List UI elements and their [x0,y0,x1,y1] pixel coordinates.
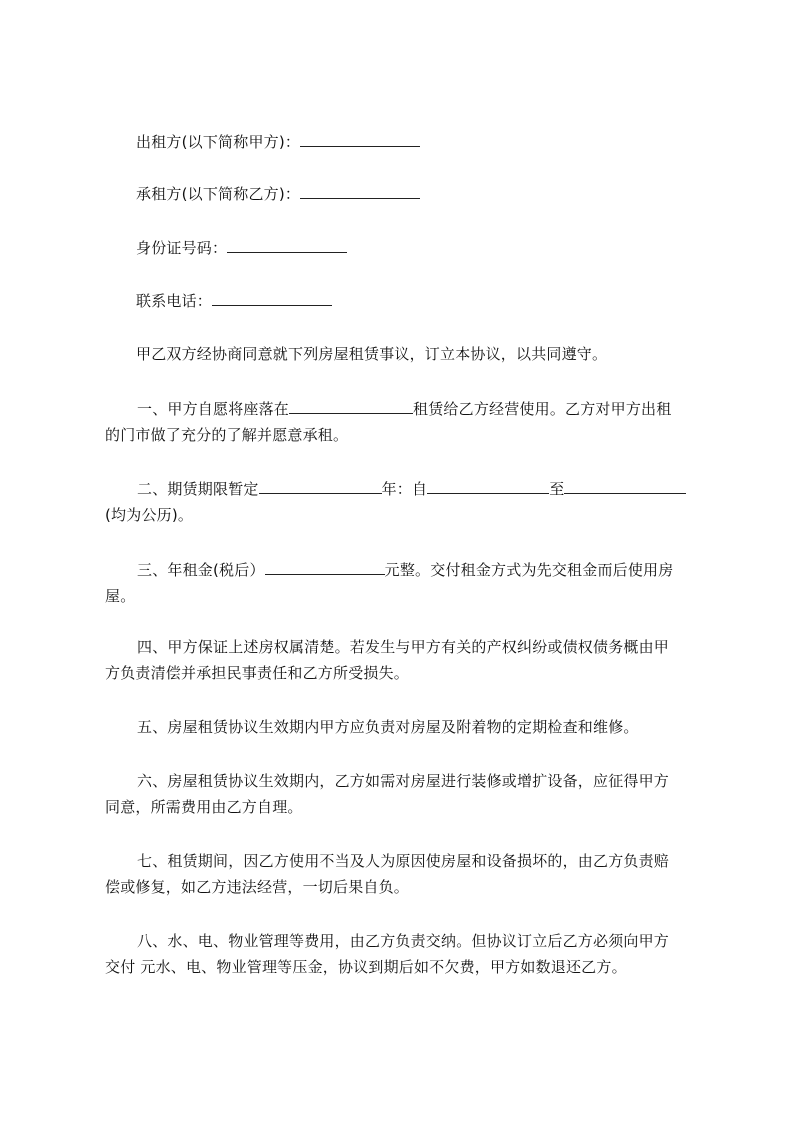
clause-3-text-a: 三、年租金(税后） [137,561,265,579]
clause-4-text-b: 方负责清偿并承担民事责任和乙方所受损失。 [105,664,410,682]
clause-4 [105,634,703,686]
clause-1 [105,396,703,448]
clause-3-text-c: 屋。 [105,587,136,605]
clause-7-text-a: 七、租赁期间，因乙方使用不当及人为原因使房屋和设备损坏的，由乙方负责赔 [137,852,670,870]
clause-7 [105,848,703,900]
clause-6-text-b: 同意，所需费用由乙方自理。 [105,798,303,816]
clause-1-text-c: 的门市做了充分的了解并愿意承租。 [105,426,349,444]
clause-5 [105,714,703,740]
clause-6-text-a: 六、房屋租赁协议生效期内，乙方如需对房屋进行装修或增扩设备，应征得甲方 [137,772,670,790]
clause-3-text-b: 元整。交付租金方式为先交租金而后使用房 [384,561,674,579]
id-blank[interactable] [227,238,347,253]
phone-blank[interactable] [212,291,332,306]
clause-2-text-c: 至 [549,480,565,498]
clause-2-text-a: 二、期赁期限暂定 [137,480,259,498]
clause-2-start-blank[interactable] [427,479,549,494]
clause-1-text-a: 一、甲方自愿将座落在 [137,400,290,418]
clause-2 [105,476,703,528]
clause-2-text-b: 年：自 [381,480,428,498]
clause-3 [105,557,703,609]
clause-5-text-a: 五、房屋租赁协议生效期内甲方应负责对房屋及附着物的定期检查和维修。 [137,718,639,736]
id-field [136,238,347,258]
clause-6 [105,768,703,820]
clause-2-end-blank[interactable] [564,479,686,494]
intro-paragraph: 甲乙双方经协商同意就下列房屋租赁事议，订立本协议，以共同遵守。 [136,345,608,363]
clause-2-text-d: (均为公历)。 [105,506,194,524]
lessor-blank[interactable] [300,132,420,147]
phone-field [136,291,332,311]
clause-2-years-blank[interactable] [259,479,382,494]
lessor-field [136,132,420,152]
clause-4-text-a: 四、甲方保证上述房权属清楚。若发生与甲方有关的产权纠纷或债权债务概由甲 [137,638,670,656]
clause-8-text-b: 交付 元水、电、物业管理等压金，协议到期后如不欠费，甲方如数退还乙方。 [105,958,627,976]
phone-label: 联系电话： [136,292,213,310]
id-label: 身份证号码： [136,239,228,257]
lessor-label: 出租方(以下简称甲方)： [136,133,301,151]
clause-7-text-b: 偿或修复，如乙方违法经营，一切后果自负。 [105,878,410,896]
clause-3-rent-blank[interactable] [265,560,385,575]
clause-8-text-a: 八、水、电、物业管理等费用，由乙方负责交纳。但协议订立后乙方必须向甲方 [137,932,670,950]
lessee-field [136,184,420,204]
clause-1-text-b: 租赁给乙方经营使用。乙方对甲方出租 [413,400,672,418]
clause-1-location-blank[interactable] [289,399,413,414]
lessee-blank[interactable] [300,184,420,199]
clause-8 [105,928,703,980]
lessee-label: 承租方(以下简称乙方)： [136,185,301,203]
